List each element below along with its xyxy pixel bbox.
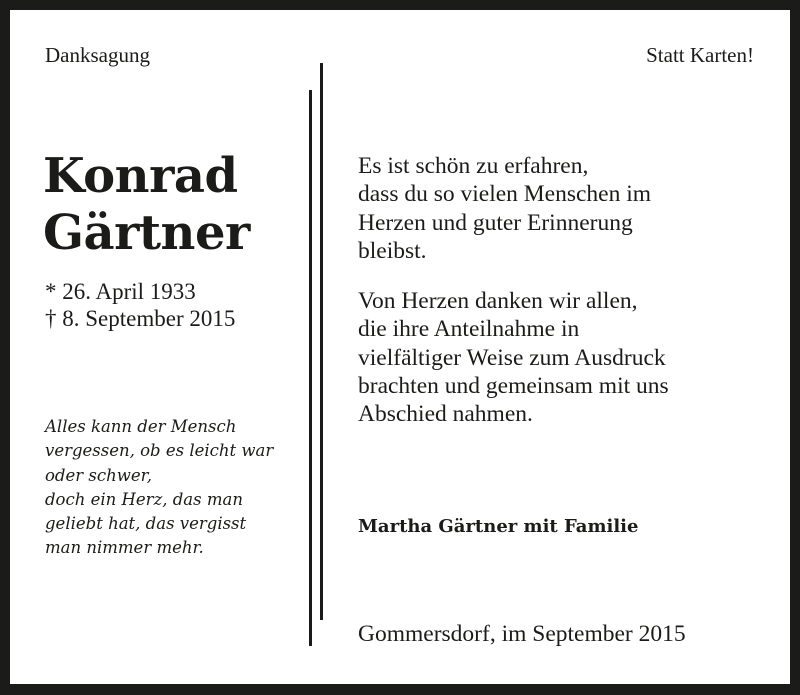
- message-paragraph-1: [358, 152, 651, 265]
- poem-line: vergessen, ob es leicht war: [45, 441, 274, 461]
- message-line: die ihre Anteilnahme in: [358, 316, 580, 343]
- poem-line: doch ein Herz, das man: [45, 489, 243, 509]
- message-line: Von Herzen danken wir allen,: [358, 288, 638, 314]
- message-line: dass du so vielen Menschen im: [358, 181, 652, 208]
- poem-line: geliebt hat, das vergisst: [45, 514, 247, 534]
- divider-line-right: [320, 63, 323, 620]
- deceased-first-name: Konrad: [43, 148, 238, 204]
- message-line: brachten und gemeinsam mit uns: [358, 372, 669, 399]
- message-line: Es ist schön zu erfahren,: [358, 153, 589, 179]
- poem-line: oder schwer,: [45, 465, 152, 485]
- place-and-date: Gommersdorf, im September 2015: [358, 621, 686, 647]
- signature: Martha Gärtner mit Familie: [358, 516, 639, 537]
- obituary-notice: [10, 10, 790, 684]
- deceased-last-name: Gärtner: [43, 205, 250, 261]
- message-line: vielfältiger Weise zum Ausdruck: [358, 344, 666, 371]
- divider-line-left: [309, 90, 312, 646]
- message-line: bleibst.: [358, 237, 427, 264]
- deceased-name: [43, 148, 250, 262]
- message-line: Abschied nahmen.: [358, 401, 533, 428]
- message-line: Herzen und guter Erinnerung: [358, 209, 633, 236]
- death-date: † 8. September 2015: [45, 306, 236, 331]
- birth-date: * 26. April 1933: [45, 279, 196, 304]
- header-danksagung: Danksagung: [45, 43, 150, 67]
- header-statt-karten: Statt Karten!: [646, 43, 754, 67]
- life-dates: [45, 278, 235, 332]
- memorial-poem: [45, 415, 273, 561]
- poem-line: man nimmer mehr.: [45, 538, 204, 558]
- message-paragraph-2: [358, 287, 669, 428]
- poem-line: Alles kann der Mensch: [45, 417, 237, 436]
